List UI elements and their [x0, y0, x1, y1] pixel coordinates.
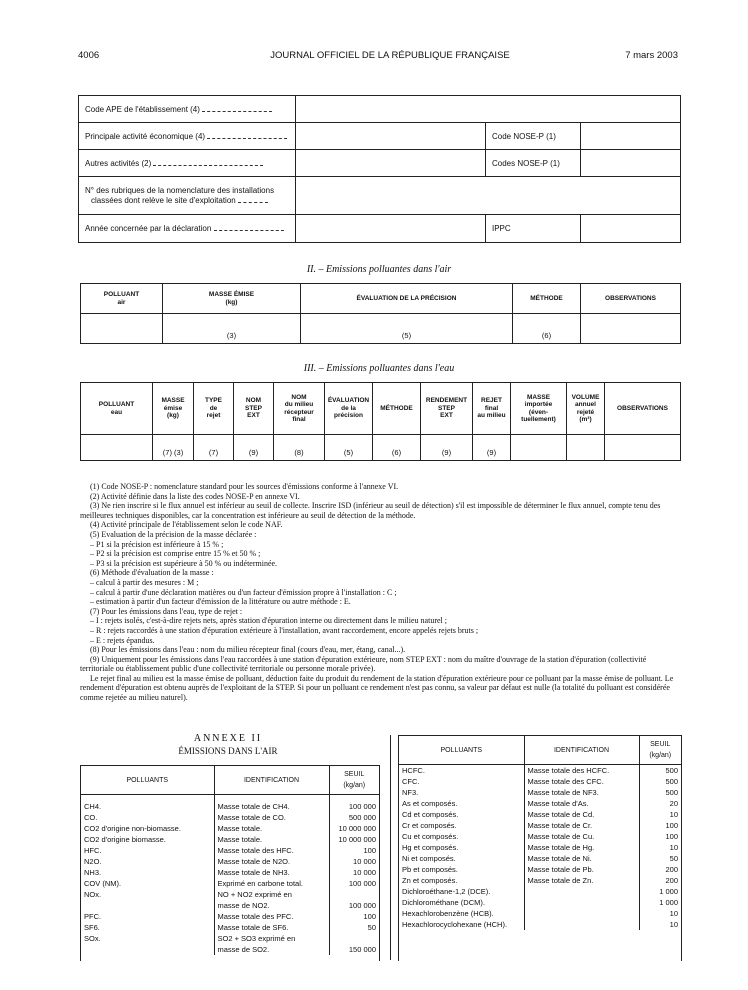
pollutant-identification: Masse totale de Zn.	[524, 875, 639, 886]
pollutant-identification: NO + NO2 exprimé en	[214, 889, 329, 900]
pollutant-identification: Masse totale de N2O.	[214, 856, 329, 867]
pollutant-row	[399, 875, 681, 886]
pollutant-name	[81, 900, 214, 911]
pollutant-row	[399, 908, 681, 919]
pollutant-threshold: 1 000	[639, 897, 681, 908]
pollutant-name: Dichlorométhane (DCM).	[402, 898, 485, 907]
pollutant-row	[81, 867, 379, 878]
pollutant-row	[81, 933, 379, 944]
pollutant-name: HCFC.	[402, 766, 425, 775]
pollutant-row	[81, 889, 379, 900]
water-value-0	[81, 435, 153, 461]
pollutant-identification: Masse totale de Pb.	[524, 864, 639, 875]
label-ippc: IPPC	[486, 215, 581, 243]
identification-table	[78, 95, 681, 243]
pollutant-identification: Masse totale de Cr.	[524, 820, 639, 831]
pollutant-identification: masse de NO2.	[214, 900, 329, 911]
pollutant-name: HFC.	[84, 846, 102, 855]
pollutant-name: SOx.	[84, 934, 101, 943]
pollutant-identification	[524, 886, 639, 897]
pollutant-identification: Exprimé en carbone total.	[214, 878, 329, 889]
pollutant-threshold: 100	[329, 845, 379, 856]
pollutant-row	[399, 919, 681, 930]
column-divider	[390, 735, 391, 960]
footnote-line: – P3 si la précision est supérieure à 50 % ou indéterminée.	[90, 558, 278, 568]
pollutant-threshold: 10 000 000	[329, 823, 379, 834]
water-value-10	[567, 435, 605, 461]
pollutant-name: Cr et composés.	[402, 821, 457, 830]
annexe-title: ANNEXE II	[193, 733, 263, 744]
pollutant-row	[399, 776, 681, 787]
value-methode: (6)	[513, 314, 581, 344]
pollutant-threshold: 10	[639, 842, 681, 853]
pollutant-row	[81, 823, 379, 834]
pollutant-threshold: 10 000 000	[329, 834, 379, 845]
water-header-2: TYPE de rejet	[194, 383, 234, 435]
pollutant-threshold: 500 000	[329, 812, 379, 823]
pollutant-threshold: 500	[639, 776, 681, 787]
pollutant-name: Cd et composés.	[402, 810, 459, 819]
pollutant-name: NF3.	[402, 788, 419, 797]
pollutant-identification: Masse totale.	[214, 834, 329, 845]
water-header-11: OBSERVATIONS	[605, 383, 681, 435]
water-header-3: NOM STEP EXT	[234, 383, 274, 435]
pollutant-row	[81, 812, 379, 823]
water-value-11	[605, 435, 681, 461]
pollutant-threshold: 100 000	[329, 878, 379, 889]
footnote-line: – calcul à partir d'une déclaration matières ou d'un facteur d'émission propre à l'installation : C ;	[90, 587, 397, 597]
footnote-line: Le rejet final au milieu est la masse émise de polluant, déduction faite du produit du rendement de la station d'épuration extérieure pour ce polluant par la masse émise de polluant. Le rendement d'épuration est obtenu auprès de l'exploitant de la STEP. Si pour un polluant ce rendement n'est pas connu, sa valeur par défaut est nulle (la totalité du polluant est considérée comme rejetée au milieu naturel).	[80, 673, 674, 703]
footnote-line: (3) Ne rien inscrire si le flux annuel est inférieur au seuil de collecte. Inscrire ISD (inférieur au seuil de détection) s'il est impossible de déterminer le flux annuel, compte tenu des meilleures techniques disponibles, car la concentration est inférieure au seuil de détection de la méthode.	[80, 501, 661, 520]
label-codes-nose-p: Codes NOSE-P (1)	[486, 150, 581, 177]
footnote-line: (9) Uniquement pour les émissions dans l'eau raccordées à une station d'épuration extérieure, nom STEP EXT : nom du maître d'ouvrage de la station d'épuration (collectivité territoriale ou établissement public d'une collectivité territoriale ou personne morale privée).	[80, 654, 647, 674]
pollutant-threshold: 500	[639, 765, 681, 777]
footnote-line: (7) Pour les émissions dans l'eau, type de rejet :	[90, 606, 243, 616]
footnote-line: – calcul à partir des mesures : M ;	[90, 577, 199, 587]
pollutant-threshold	[329, 889, 379, 900]
pollutant-identification: Masse totale de Cu.	[524, 831, 639, 842]
pollutant-name: CO2 d'origine biomasse.	[84, 835, 166, 844]
footnote-line: (6) Méthode d'évaluation de la masse :	[90, 568, 214, 578]
pollutant-identification: Masse totale de Cd.	[524, 809, 639, 820]
water-header-10: VOLUME annuel rejeté (m³)	[567, 383, 605, 435]
pollutant-threshold: 100	[639, 831, 681, 842]
left-header-seuil: SEUIL (kg/an)	[329, 766, 379, 795]
right-header-seuil: SEUIL (kg/an)	[639, 736, 681, 765]
pollutant-name: Ni et composés.	[402, 854, 456, 863]
pollutant-row	[399, 831, 681, 842]
issue-date: 7 mars 2003	[625, 50, 678, 61]
pollutant-threshold: 200	[639, 875, 681, 886]
pollutant-identification	[524, 908, 639, 919]
pollutant-threshold: 100	[329, 911, 379, 922]
header-masse-emise: MASSE ÉMISE (kg)	[163, 284, 301, 314]
pollutant-row	[399, 864, 681, 875]
label-annee: Année concernée par la déclaration	[79, 215, 296, 243]
footnote-line: (1) Code NOSE-P : nomenclature standard pour les sources d'émissions conforme à l'annexe VI.	[90, 482, 399, 491]
footnote-line: – estimation à partir d'un facteur d'émission de la littérature ou autre méthode : E.	[90, 597, 351, 607]
water-header-6: MÉTHODE	[373, 383, 421, 435]
page-number: 4006	[78, 50, 100, 61]
water-value-1: (7) (3)	[153, 435, 194, 461]
pollutant-identification: Masse totale de NH3.	[214, 867, 329, 878]
pollutant-threshold: 500	[639, 787, 681, 798]
value-evaluation: (5)	[301, 314, 513, 344]
water-value-9	[511, 435, 567, 461]
footnote-line: (5) Evaluation de la précision de la masse déclarée :	[90, 529, 257, 539]
left-header-polluants: POLLUANTS	[81, 766, 214, 795]
pollutant-row	[399, 820, 681, 831]
pollutant-identification: Masse totale.	[214, 823, 329, 834]
pollutant-row	[81, 922, 379, 933]
air-emissions-table	[80, 283, 681, 344]
header-evaluation: ÉVALUATION DE LA PRÉCISION	[301, 284, 513, 314]
water-value-4: (8)	[274, 435, 325, 461]
water-value-8: (9)	[473, 435, 511, 461]
section-ii-title: II. – Emissions polluantes dans l'air	[306, 264, 452, 275]
annexe-left-table	[80, 765, 380, 961]
water-header-1: MASSE émise (kg)	[153, 383, 194, 435]
pollutant-row	[81, 856, 379, 867]
pollutant-name: PFC.	[84, 912, 102, 921]
water-header-4: NOM du milieu récepteur final	[274, 383, 325, 435]
pollutant-row	[81, 900, 379, 911]
pollutant-row	[399, 787, 681, 798]
pollutant-identification	[524, 897, 639, 908]
pollutant-name: CFC.	[402, 777, 420, 786]
pollutant-name: Pb et composés.	[402, 865, 458, 874]
pollutant-name: NOx.	[84, 890, 102, 899]
pollutant-identification: Masse totale de CH4.	[214, 795, 329, 813]
pollutant-identification: SO2 + SO3 exprimé en	[214, 933, 329, 944]
water-value-3: (9)	[234, 435, 274, 461]
pollutant-row	[399, 886, 681, 897]
water-value-7: (9)	[421, 435, 473, 461]
annexe-right-table	[398, 735, 682, 961]
label-code-ape: Code APE de l'établissement (4)	[79, 96, 296, 123]
pollutant-threshold: 50	[639, 853, 681, 864]
footnote-line: – I : rejets isolés, c'est-à-dire rejets nets, après station d'épuration interne ou directement dans le milieu naturel ;	[90, 616, 447, 626]
pollutant-row	[399, 765, 681, 777]
pollutant-threshold: 100 000	[329, 795, 379, 813]
pollutant-name: Zn et composés.	[402, 876, 458, 885]
section-iii-title: III. – Emissions polluantes dans l'eau	[303, 363, 455, 374]
pollutant-threshold: 20	[639, 798, 681, 809]
footnote-line: (4) Activité principale de l'établissement selon le code NAF.	[90, 520, 283, 530]
water-value-2: (7)	[194, 435, 234, 461]
pollutant-row	[81, 795, 379, 813]
pollutant-name: CH4.	[84, 802, 102, 811]
footnote-line: (8) Pour les émissions dans l'eau : nom du milieu récepteur final (cours d'eau, mer, étang, canal...).	[90, 645, 406, 655]
label-rubriques: N° des rubriques de la nomenclature des installations classées dont relève le site d'exploitation	[79, 177, 296, 215]
pollutant-threshold: 150 000	[329, 944, 379, 955]
pollutant-name: As et composés.	[402, 799, 458, 808]
value-masse: (3)	[163, 314, 301, 344]
pollutant-name: Cu et composés.	[402, 832, 459, 841]
water-value-5: (5)	[325, 435, 373, 461]
pollutant-row	[399, 809, 681, 820]
pollutant-identification	[524, 919, 639, 930]
pollutant-row	[81, 944, 379, 955]
pollutant-name: Hexachlorobenzène (HCB).	[402, 909, 494, 918]
pollutant-name: Dichloroéthane-1,2 (DCE).	[402, 887, 491, 896]
header-observations: OBSERVATIONS	[581, 284, 681, 314]
pollutant-identification: Masse totale de SF6.	[214, 922, 329, 933]
pollutant-name	[81, 944, 214, 955]
annexe-subtitle: ÉMISSIONS DANS L'AIR	[178, 746, 278, 756]
pollutant-row	[81, 834, 379, 845]
label-principale-activite: Principale activité économique (4)	[79, 123, 296, 150]
footnote-line: – P2 si la précision est comprise entre 15 % et 50 % ;	[90, 549, 261, 559]
pollutant-identification: Masse totale des HCFC.	[524, 765, 639, 777]
pollutant-name: CO.	[84, 813, 98, 822]
pollutant-row	[81, 878, 379, 889]
pollutant-row	[399, 842, 681, 853]
label-code-nose-p: Code NOSE-P (1)	[486, 123, 581, 150]
journal-title: JOURNAL OFFICIEL DE LA RÉPUBLIQUE FRANÇAISE	[270, 50, 510, 61]
footnote-line: (2) Activité définie dans la liste des codes NOSE-P en annexe VI.	[90, 491, 300, 501]
pollutant-row	[81, 911, 379, 922]
pollutant-identification: Masse totale des HFC.	[214, 845, 329, 856]
pollutant-name: Hexachlorocyclohexane (HCH).	[402, 920, 508, 929]
pollutant-identification: Masse totale de Hg.	[524, 842, 639, 853]
pollutant-name: COV (NM).	[84, 879, 122, 888]
pollutant-threshold: 100	[639, 820, 681, 831]
pollutant-name: Hg et composés.	[402, 843, 459, 852]
pollutant-identification: Masse totale de NF3.	[524, 787, 639, 798]
pollutant-identification: Masse totale de Ni.	[524, 853, 639, 864]
pollutant-identification: Masse totale de CO.	[214, 812, 329, 823]
water-header-8: REJET final au milieu	[473, 383, 511, 435]
water-header-5: ÉVALUATION de la précision	[325, 383, 373, 435]
pollutant-threshold: 10	[639, 809, 681, 820]
header-polluant-air: POLLUANT air	[81, 284, 163, 314]
pollutant-threshold	[329, 933, 379, 944]
pollutant-threshold: 10 000	[329, 856, 379, 867]
water-header-0: POLLUANT eau	[81, 383, 153, 435]
pollutant-threshold: 100 000	[329, 900, 379, 911]
right-header-polluants: POLLUANTS	[399, 736, 524, 765]
footnote-line: – R : rejets raccordés à une station d'épuration extérieure à l'installation, avant raccordement, encore appelés rejets bruts ;	[90, 625, 479, 635]
pollutant-threshold: 10 000	[329, 867, 379, 878]
pollutant-threshold: 200	[639, 864, 681, 875]
pollutant-row	[399, 798, 681, 809]
pollutant-name: NH3.	[84, 868, 102, 877]
footnote-line: – P1 si la précision est inférieure à 15 % ;	[90, 539, 224, 549]
right-header-identification: IDENTIFICATION	[524, 736, 639, 765]
water-header-7: RENDEMENT STEP EXT	[421, 383, 473, 435]
pollutant-threshold: 50	[329, 922, 379, 933]
water-emissions-table	[80, 382, 681, 461]
pollutant-threshold: 10	[639, 919, 681, 930]
pollutant-threshold: 10	[639, 908, 681, 919]
left-header-identification: IDENTIFICATION	[214, 766, 329, 795]
pollutant-threshold: 1 000	[639, 886, 681, 897]
water-value-6: (6)	[373, 435, 421, 461]
footnotes	[80, 482, 680, 703]
pollutant-row	[399, 853, 681, 864]
pollutant-identification: Masse totale des PFC.	[214, 911, 329, 922]
pollutant-identification: Masse totale d'As.	[524, 798, 639, 809]
pollutant-name: N2O.	[84, 857, 102, 866]
pollutant-identification: masse de SO2.	[214, 944, 329, 955]
pollutant-identification: Masse totale des CFC.	[524, 776, 639, 787]
pollutant-row	[399, 897, 681, 908]
footnote-line: – E : rejets épandus.	[90, 635, 155, 645]
header-methode: MÉTHODE	[513, 284, 581, 314]
label-autres-activites: Autres activités (2)	[79, 150, 296, 177]
pollutant-name: CO2 d'origine non-biomasse.	[84, 824, 181, 833]
pollutant-name: SF6.	[84, 923, 100, 932]
water-header-9: MASSE importée (éven- tuellement)	[511, 383, 567, 435]
pollutant-row	[81, 845, 379, 856]
